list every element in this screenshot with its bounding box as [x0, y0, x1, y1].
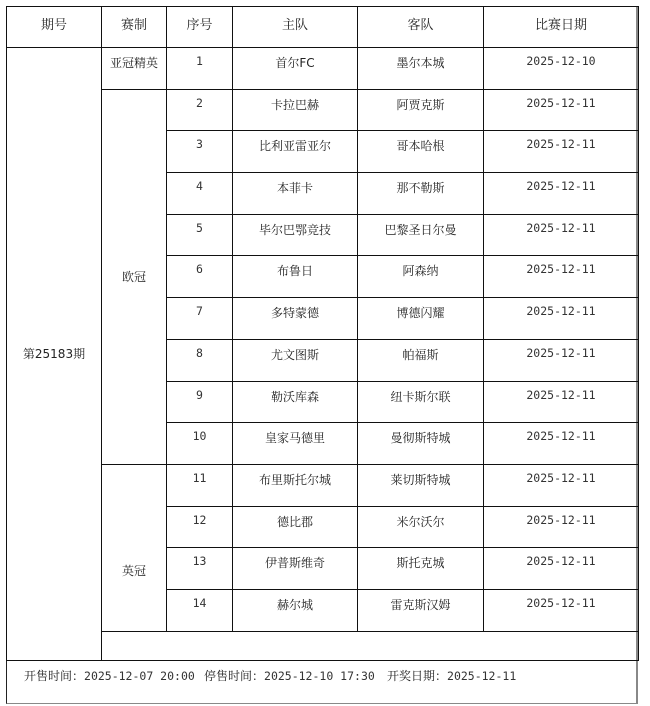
home-team: 本菲卡: [233, 173, 358, 215]
match-date: 2025-12-11: [484, 464, 639, 506]
row-number: 1: [167, 48, 233, 90]
match-date: 2025-12-11: [484, 548, 639, 590]
table-row: [7, 89, 639, 131]
match-schedule-table: [6, 6, 639, 661]
home-team: 勒沃库森: [233, 381, 358, 423]
home-team: 皇家马德里: [233, 423, 358, 465]
row-number: 8: [167, 339, 233, 381]
match-date: 2025-12-11: [484, 589, 639, 631]
sale-start-info: [24, 667, 195, 684]
away-team: 帕福斯: [358, 339, 484, 381]
draw-date-label: 开奖日期：: [387, 669, 448, 683]
row-number: 7: [167, 298, 233, 340]
header-home-team: 主队: [233, 7, 358, 48]
sale-start-label: 开售时间：: [24, 669, 85, 683]
home-team: 赫尔城: [233, 589, 358, 631]
row-number: 4: [167, 173, 233, 215]
row-number: 10: [167, 423, 233, 465]
match-date: 2025-12-11: [484, 381, 639, 423]
table-row: [7, 464, 639, 506]
away-team: 莱切斯特城: [358, 464, 484, 506]
match-date: 2025-12-11: [484, 131, 639, 173]
match-date: 2025-12-11: [484, 173, 639, 215]
match-date: 2025-12-11: [484, 214, 639, 256]
header-competition: 赛制: [102, 7, 167, 48]
row-number: 5: [167, 214, 233, 256]
row-number: 14: [167, 589, 233, 631]
header-number: 序号: [167, 7, 233, 48]
sale-start-value: 2025-12-07 20:00: [84, 669, 195, 683]
match-date: 2025-12-11: [484, 89, 639, 131]
empty-row: [7, 631, 639, 660]
row-number: 2: [167, 89, 233, 131]
away-team: 巴黎圣日尔曼: [358, 214, 484, 256]
empty-cell: [102, 631, 639, 660]
away-team: 那不勒斯: [358, 173, 484, 215]
away-team: 阿贾克斯: [358, 89, 484, 131]
match-date: 2025-12-11: [484, 423, 639, 465]
home-team: 伊普斯维奇: [233, 548, 358, 590]
home-team: 卡拉巴赫: [233, 89, 358, 131]
away-team: 曼彻斯特城: [358, 423, 484, 465]
row-number: 6: [167, 256, 233, 298]
home-team: 布鲁日: [233, 256, 358, 298]
header-match-date: 比赛日期: [484, 7, 639, 48]
draw-date-value: 2025-12-11: [447, 669, 517, 683]
home-team: 德比郡: [233, 506, 358, 548]
match-date: 2025-12-10: [484, 48, 639, 90]
sale-stop-label: 停售时间：: [204, 669, 265, 683]
row-number: 12: [167, 506, 233, 548]
row-number: 3: [167, 131, 233, 173]
issue-cell: 第25183期: [7, 48, 102, 661]
home-team: 比利亚雷亚尔: [233, 131, 358, 173]
away-team: 阿森纳: [358, 256, 484, 298]
competition-cell: 亚冠精英: [102, 48, 167, 90]
table-row: [7, 48, 639, 90]
away-team: 博德闪耀: [358, 298, 484, 340]
row-number: 13: [167, 548, 233, 590]
away-team: 纽卡斯尔联: [358, 381, 484, 423]
header-issue: 期号: [7, 7, 102, 48]
competition-cell: 欧冠: [102, 89, 167, 464]
sale-stop-info: [204, 667, 375, 684]
table-header-row: [7, 7, 639, 48]
row-number: 9: [167, 381, 233, 423]
away-team: 米尔沃尔: [358, 506, 484, 548]
match-date: 2025-12-11: [484, 339, 639, 381]
match-date: 2025-12-11: [484, 506, 639, 548]
row-number: 11: [167, 464, 233, 506]
match-date: 2025-12-11: [484, 298, 639, 340]
match-date: 2025-12-11: [484, 256, 639, 298]
away-team: 哥本哈根: [358, 131, 484, 173]
away-team: 雷克斯汉姆: [358, 589, 484, 631]
competition-cell: 英冠: [102, 464, 167, 631]
home-team: 尤文图斯: [233, 339, 358, 381]
home-team: 首尔FC: [233, 48, 358, 90]
away-team: 墨尔本城: [358, 48, 484, 90]
header-away-team: 客队: [358, 7, 484, 48]
home-team: 布里斯托尔城: [233, 464, 358, 506]
home-team: 多特蒙德: [233, 298, 358, 340]
home-team: 毕尔巴鄂竞技: [233, 214, 358, 256]
sale-stop-value: 2025-12-10 17:30: [264, 669, 375, 683]
draw-date-info: [387, 667, 516, 684]
away-team: 斯托克城: [358, 548, 484, 590]
sale-info-footer: [6, 660, 638, 706]
